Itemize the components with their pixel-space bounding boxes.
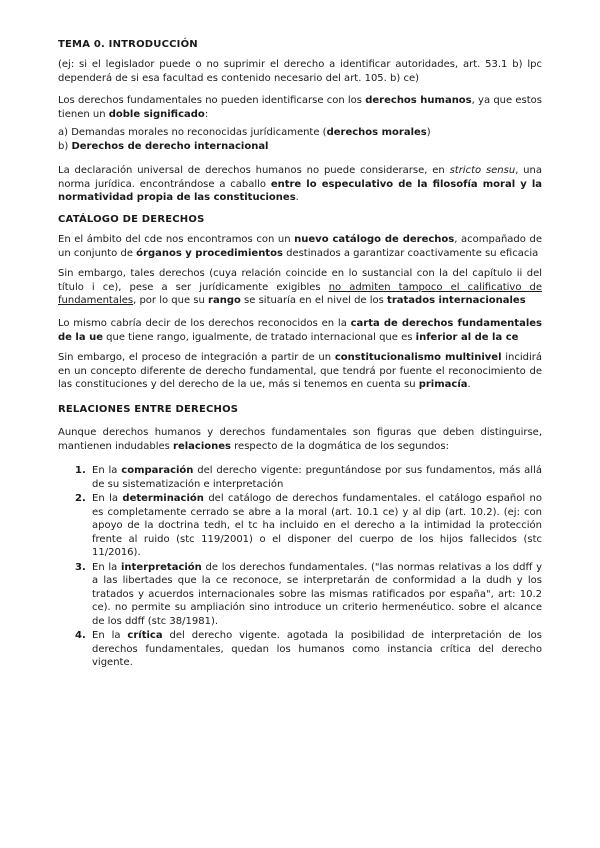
paragraph-multinivel: Sin embargo, el proceso de integración a partir de un constitucionalismo multinivel incidirá en un concepto diferente de derecho fundamental, que tendrá por fuente el reconocimiento de las constituciones y del derecho de la ue, más si tenemos en cuenta su primacía.: [58, 352, 543, 390]
section-heading-relaciones: RELACIONES ENTRE DERECHOS: [58, 404, 239, 415]
paragraph-carta-ue: Lo mismo cabría decir de los derechos reconocidos en la carta de derechos fundamentales de la ue que tiene rango, igualmente, de tratado internacional que es inferior al de la ce: [58, 318, 542, 343]
list-item: 3. En la interpretación de los derechos fundamentales. ("las normas relativas a los ddff y a las libertades que la ce reconoce, se interpretarán de conformidad a la dudh y los tratados y acuerdos internacionales sobre las mismas ratificados por españa", art: 10.2 ce). no permite su ampliación sino introduce un criterio hermenéutico. sobre el alcance de los ddff (stc 38/1981).: [75, 561, 542, 627]
paragraph-relaciones: Aunque derechos humanos y derechos fundamentales son figuras que deben distinguirse, mantienen indudables relaciones respecto de la dogmática de los segundos:: [58, 427, 542, 452]
paragraph-derechos-humanos: Los derechos fundamentales no pueden identificarse con los derechos humanos, ya que estos tienen un doble significado:: [58, 95, 542, 120]
page-title: TEMA 0. INTRODUCCIÓN: [58, 39, 198, 50]
paragraph-declaracion: La declaración universal de derechos humanos no puede considerarse, en stricto sensu, una norma jurídica. encontrándose a caballo entre lo especulativo de la filosofía moral y la normatividad propia de las constituciones.: [58, 165, 542, 203]
list-item: 2. En la determinación del catálogo de derechos fundamentales. el catálogo español no es completamente cerrado se abre a la moral (art. 10.1 ce) y al dip (art. 10.2). (ej: con apoyo de la doctrina tedh, el tc ha incluido en el derecho a la intimidad la protección frente al ruido (stc 119/2001) o el disponer del cuerpo de los hijos fallecidos (stc 11/2016).: [75, 493, 542, 558]
list-item: 1. En la comparación del derecho vigente: preguntándose por sus fundamentos, más allá de su sistematización e interpretación: [75, 465, 542, 490]
list-item-b: b) Derechos de derecho internacional: [58, 141, 269, 152]
paragraph-catalogo: En el ámbito del cde nos encontramos con un nuevo catálogo de derechos, acompañado de un conjunto de órganos y procedimientos destinados a garantizar coactivamente su eficacia: [58, 234, 542, 259]
list-item-a: a) Demandas morales no reconocidas jurídicamente (derechos morales): [58, 127, 431, 138]
list-item: 4. En la crítica del derecho vigente. agotada la posibilidad de interpretación de los derechos fundamentales, quedan los humanos como instancia crítica del derecho vigente.: [75, 630, 542, 668]
paragraph-example: (ej: si el legislador puede o no suprimir el derecho a identificar autoridades, art. 53.1 b) lpc dependerá de si esa facultad es contenido necesario del art. 105. b) ce): [58, 59, 542, 84]
section-heading-catalogo: CATÁLOGO DE DERECHOS: [58, 214, 205, 225]
relations-list: [58, 464, 542, 671]
paragraph-rango: Sin embargo, tales derechos (cuya relación coincide en lo sustancial con la del capítulo ii del título i ce), pese a ser jurídicamente exigibles no admiten tampoco el calificativo de fundamentales, por lo que su rango se situaría en el nivel de los tratados internacionales: [58, 268, 543, 306]
